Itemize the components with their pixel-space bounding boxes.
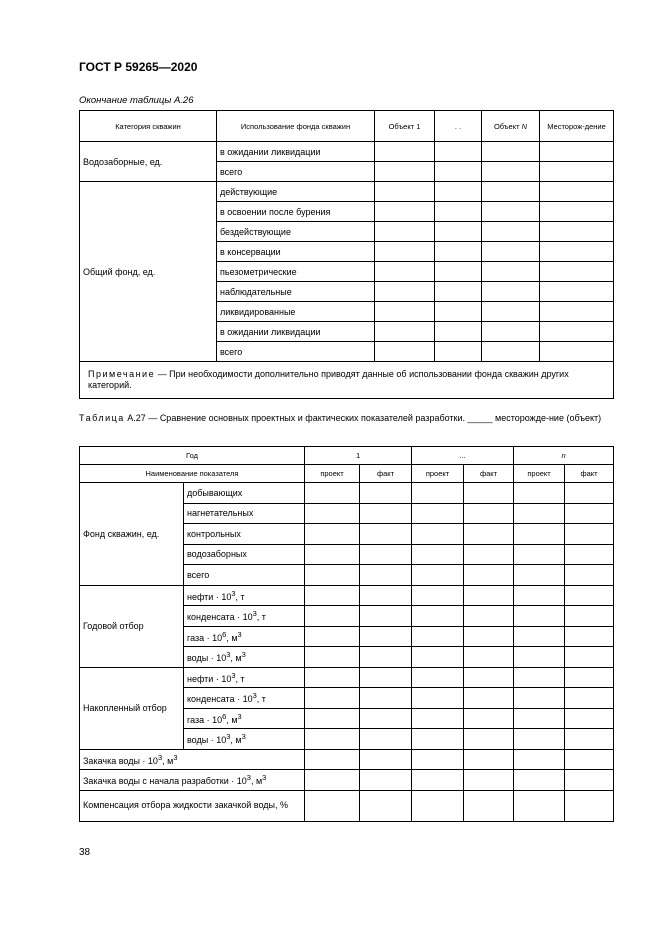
table-a26	[79, 110, 614, 399]
indicator-header: Наименование показателя	[80, 465, 305, 483]
usage-cell: действующие	[217, 182, 375, 202]
page-number: 38	[79, 847, 91, 858]
table-row	[80, 483, 614, 504]
table-note-row	[80, 362, 614, 399]
caption-label: Таблица	[79, 413, 125, 423]
table-27-caption	[79, 412, 613, 424]
subcol-header: проект	[514, 465, 565, 483]
indicator-cell: контрольных	[184, 524, 305, 545]
table-row	[80, 770, 614, 791]
subcol-header: факт	[360, 465, 412, 483]
year-cell: ...	[412, 447, 514, 465]
subcol-header: проект	[305, 465, 360, 483]
table-header-row	[80, 447, 614, 465]
table-row	[80, 142, 614, 162]
indicator-cell: конденсата · $10^3$, т	[184, 688, 305, 709]
note-text: — При необходимости дополнительно приводят данные об использовании фонда скважин других категорий.	[88, 369, 569, 390]
year-cell	[514, 447, 614, 465]
indicator-cell: водозаборных	[184, 544, 305, 565]
year-cell-text: n	[561, 451, 566, 460]
table-row	[80, 790, 614, 821]
indicator-cell: конденсата · $10^3$, т	[184, 606, 305, 627]
caption-text: А.27 — Сравнение основных проектных и фактических показателей разработки. _____ месторожде-ние (объект)	[124, 413, 602, 423]
column-header: Категория скважин	[80, 111, 217, 142]
indicator-cell: газа · $10^6$, $м^3$	[184, 708, 305, 729]
indicator-cell: Компенсация отбора жидкости закачкой воды, %	[80, 790, 305, 821]
usage-cell: всего	[217, 162, 375, 182]
category-cell: Водозаборные, ед.	[80, 142, 217, 182]
document-code: ГОСТ Р 59265—2020	[79, 60, 198, 74]
category-cell: Общий фонд, ед.	[80, 182, 217, 362]
table-26-continuation-caption: Окончание таблицы А.26	[79, 95, 194, 106]
group-label: Годовой отбор	[80, 585, 184, 667]
column-header-index: N	[521, 121, 528, 131]
indicator-cell: всего	[184, 565, 305, 586]
group-label: Фонд скважин, ед.	[80, 483, 184, 586]
table-header-row	[80, 465, 614, 483]
indicator-cell: Закачка воды с начала разработки · $10^3$, $м^3$	[80, 770, 305, 791]
usage-cell: бездействующие	[217, 222, 375, 242]
note-prefix: Примечание	[88, 369, 156, 379]
column-header: . .	[435, 111, 482, 142]
table-note	[80, 362, 614, 399]
indicator-cell: добывающих	[184, 483, 305, 504]
column-header: Объект 1	[375, 111, 435, 142]
indicator-cell: воды · $10^3$, $м^3$	[184, 647, 305, 668]
year-cell: 1	[305, 447, 412, 465]
group-label: Накопленный отбор	[80, 667, 184, 749]
table-a27	[79, 446, 614, 822]
table-header-row	[80, 111, 614, 142]
column-header: Использование фонда скважин	[217, 111, 375, 142]
usage-cell: в ожидании ликвидации	[217, 142, 375, 162]
table-row	[80, 585, 614, 606]
column-header-text: Объект	[493, 121, 522, 131]
usage-cell: всего	[217, 342, 375, 362]
usage-cell: пьезометрические	[217, 262, 375, 282]
usage-cell: наблюдательные	[217, 282, 375, 302]
indicator-cell: Закачка воды · $10^3$, $м^3$	[80, 749, 305, 770]
table-row	[80, 749, 614, 770]
subcol-header: проект	[412, 465, 464, 483]
usage-cell: в освоении после бурения	[217, 202, 375, 222]
subcol-header: факт	[565, 465, 614, 483]
usage-cell: ликвидированные	[217, 302, 375, 322]
indicator-cell: газа · $10^6$, $м^3$	[184, 626, 305, 647]
usage-cell: в консервации	[217, 242, 375, 262]
column-header: Месторож-дение	[540, 111, 614, 142]
indicator-cell: воды · $10^3$, $м^3$	[184, 729, 305, 750]
usage-cell: в ожидании ликвидации	[217, 322, 375, 342]
indicator-cell: нефти · $10^3$, т	[184, 585, 305, 606]
column-header	[482, 111, 540, 142]
indicator-cell: нефти · $10^3$, т	[184, 667, 305, 688]
subcol-header: факт	[464, 465, 514, 483]
table-row	[80, 182, 614, 202]
table-row	[80, 667, 614, 688]
indicator-cell: нагнетательных	[184, 503, 305, 524]
year-header: Год	[80, 447, 305, 465]
